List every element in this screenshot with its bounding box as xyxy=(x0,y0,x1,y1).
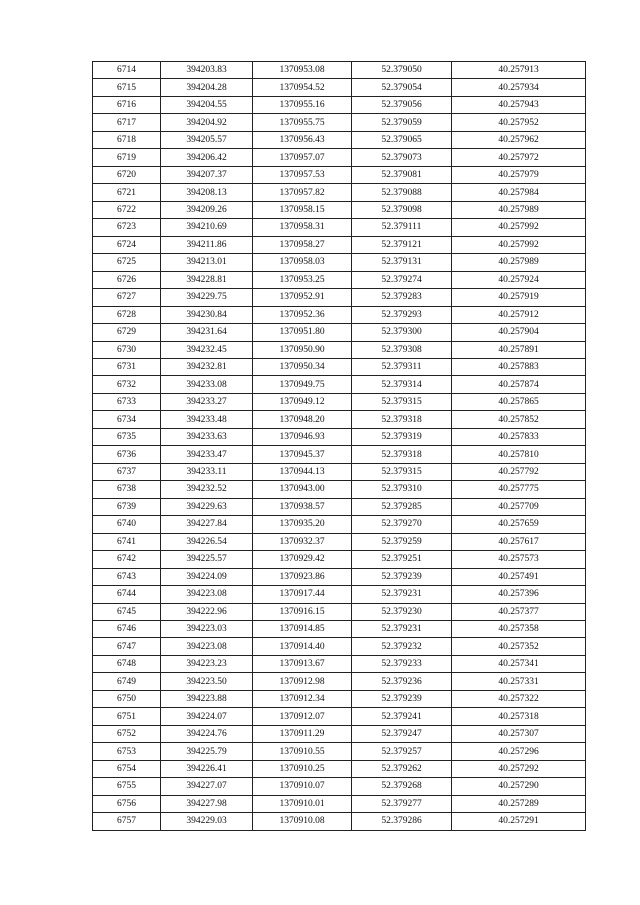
table-cell: 1370957.07 xyxy=(253,149,352,166)
table-cell: 1370917.44 xyxy=(253,586,352,603)
table-cell: 394229.03 xyxy=(161,813,253,830)
table-cell: 52.379277 xyxy=(352,795,452,812)
table-cell: 6735 xyxy=(93,428,161,445)
table-row xyxy=(93,778,586,795)
table-row xyxy=(93,376,586,393)
table-cell: 394208.13 xyxy=(161,184,253,201)
table-cell: 6740 xyxy=(93,516,161,533)
coordinate-table-body xyxy=(93,62,586,831)
table-row xyxy=(93,568,586,585)
table-cell: 40.257989 xyxy=(452,201,586,218)
table-cell: 394232.52 xyxy=(161,481,253,498)
table-cell: 394226.54 xyxy=(161,533,253,550)
table-cell: 52.379230 xyxy=(352,603,452,620)
table-cell: 52.379251 xyxy=(352,551,452,568)
table-cell: 52.379300 xyxy=(352,324,452,341)
table-cell: 6731 xyxy=(93,358,161,375)
table-cell: 40.257318 xyxy=(452,708,586,725)
table-cell: 6726 xyxy=(93,271,161,288)
table-cell: 40.257984 xyxy=(452,184,586,201)
table-cell: 52.379050 xyxy=(352,62,452,79)
table-cell: 1370943.00 xyxy=(253,481,352,498)
table-cell: 1370912.98 xyxy=(253,673,352,690)
table-row xyxy=(93,393,586,410)
table-row xyxy=(93,236,586,253)
table-cell: 40.257865 xyxy=(452,393,586,410)
table-cell: 52.379121 xyxy=(352,236,452,253)
table-cell: 6728 xyxy=(93,306,161,323)
table-cell: 52.379286 xyxy=(352,813,452,830)
table-cell: 1370951.80 xyxy=(253,324,352,341)
table-cell: 394211.86 xyxy=(161,236,253,253)
table-cell: 1370911.29 xyxy=(253,725,352,742)
table-cell: 1370910.08 xyxy=(253,813,352,830)
table-cell: 394233.08 xyxy=(161,376,253,393)
table-row xyxy=(93,306,586,323)
table-row xyxy=(93,254,586,271)
table-cell: 52.379283 xyxy=(352,289,452,306)
table-cell: 40.257358 xyxy=(452,621,586,638)
table-cell: 52.379311 xyxy=(352,358,452,375)
table-cell: 394210.69 xyxy=(161,219,253,236)
table-cell: 6742 xyxy=(93,551,161,568)
table-cell: 40.257810 xyxy=(452,446,586,463)
table-row xyxy=(93,96,586,113)
table-row xyxy=(93,533,586,550)
table-cell: 6715 xyxy=(93,79,161,96)
table-row xyxy=(93,708,586,725)
table-cell: 394232.81 xyxy=(161,358,253,375)
table-cell: 40.257322 xyxy=(452,690,586,707)
table-cell: 1370950.90 xyxy=(253,341,352,358)
table-cell: 394229.75 xyxy=(161,289,253,306)
table-cell: 1370929.42 xyxy=(253,551,352,568)
table-cell: 394232.45 xyxy=(161,341,253,358)
table-cell: 40.257289 xyxy=(452,795,586,812)
table-cell: 40.257883 xyxy=(452,358,586,375)
table-cell: 6752 xyxy=(93,725,161,742)
table-cell: 6714 xyxy=(93,62,161,79)
table-cell: 1370958.31 xyxy=(253,219,352,236)
table-cell: 40.257290 xyxy=(452,778,586,795)
table-cell: 6730 xyxy=(93,341,161,358)
table-cell: 52.379315 xyxy=(352,393,452,410)
table-cell: 40.257891 xyxy=(452,341,586,358)
table-cell: 6739 xyxy=(93,498,161,515)
table-cell: 52.379054 xyxy=(352,79,452,96)
table-cell: 52.379318 xyxy=(352,411,452,428)
table-cell: 394227.84 xyxy=(161,516,253,533)
table-cell: 394203.83 xyxy=(161,62,253,79)
table-row xyxy=(93,498,586,515)
table-row xyxy=(93,690,586,707)
table-cell: 1370957.82 xyxy=(253,184,352,201)
table-row xyxy=(93,289,586,306)
table-cell: 1370938.57 xyxy=(253,498,352,515)
table-cell: 52.379065 xyxy=(352,131,452,148)
table-cell: 6729 xyxy=(93,324,161,341)
table-cell: 6721 xyxy=(93,184,161,201)
table-cell: 40.257943 xyxy=(452,96,586,113)
table-cell: 394204.55 xyxy=(161,96,253,113)
table-cell: 52.379239 xyxy=(352,690,452,707)
table-row xyxy=(93,481,586,498)
table-cell: 6737 xyxy=(93,463,161,480)
table-cell: 40.257296 xyxy=(452,743,586,760)
table-cell: 1370914.40 xyxy=(253,638,352,655)
table-cell: 1370952.91 xyxy=(253,289,352,306)
table-cell: 52.379274 xyxy=(352,271,452,288)
table-row xyxy=(93,131,586,148)
table-cell: 52.379241 xyxy=(352,708,452,725)
table-row xyxy=(93,586,586,603)
table-cell: 6724 xyxy=(93,236,161,253)
table-cell: 394225.57 xyxy=(161,551,253,568)
table-cell: 1370958.15 xyxy=(253,201,352,218)
table-cell: 1370910.01 xyxy=(253,795,352,812)
table-row xyxy=(93,673,586,690)
table-cell: 52.379314 xyxy=(352,376,452,393)
table-cell: 394209.26 xyxy=(161,201,253,218)
table-row xyxy=(93,551,586,568)
table-cell: 6736 xyxy=(93,446,161,463)
table-cell: 52.379231 xyxy=(352,586,452,603)
table-cell: 394233.11 xyxy=(161,463,253,480)
table-cell: 52.379059 xyxy=(352,114,452,131)
table-cell: 52.379315 xyxy=(352,463,452,480)
table-row xyxy=(93,166,586,183)
table-cell: 6751 xyxy=(93,708,161,725)
table-cell: 1370953.25 xyxy=(253,271,352,288)
table-cell: 1370956.43 xyxy=(253,131,352,148)
table-cell: 52.379088 xyxy=(352,184,452,201)
table-row xyxy=(93,655,586,672)
table-cell: 1370935.20 xyxy=(253,516,352,533)
table-cell: 1370912.07 xyxy=(253,708,352,725)
table-cell: 394233.47 xyxy=(161,446,253,463)
table-cell: 1370910.55 xyxy=(253,743,352,760)
table-cell: 52.379262 xyxy=(352,760,452,777)
table-cell: 394204.92 xyxy=(161,114,253,131)
table-row xyxy=(93,428,586,445)
table-cell: 40.257874 xyxy=(452,376,586,393)
table-cell: 40.257491 xyxy=(452,568,586,585)
table-cell: 6716 xyxy=(93,96,161,113)
table-cell: 394223.08 xyxy=(161,638,253,655)
table-cell: 52.379098 xyxy=(352,201,452,218)
table-cell: 1370914.85 xyxy=(253,621,352,638)
table-cell: 6719 xyxy=(93,149,161,166)
table-row xyxy=(93,184,586,201)
table-cell: 394222.96 xyxy=(161,603,253,620)
table-cell: 1370948.20 xyxy=(253,411,352,428)
table-cell: 6744 xyxy=(93,586,161,603)
table-cell: 394223.03 xyxy=(161,621,253,638)
table-cell: 6743 xyxy=(93,568,161,585)
table-cell: 394224.76 xyxy=(161,725,253,742)
table-row xyxy=(93,446,586,463)
table-cell: 6753 xyxy=(93,743,161,760)
table-row xyxy=(93,795,586,812)
table-cell: 52.379257 xyxy=(352,743,452,760)
table-cell: 40.257352 xyxy=(452,638,586,655)
table-cell: 1370916.15 xyxy=(253,603,352,620)
table-cell: 52.379247 xyxy=(352,725,452,742)
table-cell: 1370910.25 xyxy=(253,760,352,777)
table-row xyxy=(93,760,586,777)
table-cell: 1370957.53 xyxy=(253,166,352,183)
table-cell: 1370913.67 xyxy=(253,655,352,672)
table-cell: 394213.01 xyxy=(161,254,253,271)
table-cell: 52.379268 xyxy=(352,778,452,795)
table-cell: 40.257307 xyxy=(452,725,586,742)
table-cell: 394231.64 xyxy=(161,324,253,341)
table-cell: 1370944.13 xyxy=(253,463,352,480)
table-cell: 40.257292 xyxy=(452,760,586,777)
table-row xyxy=(93,219,586,236)
table-cell: 1370912.34 xyxy=(253,690,352,707)
table-row xyxy=(93,201,586,218)
table-cell: 40.257989 xyxy=(452,254,586,271)
table-cell: 6741 xyxy=(93,533,161,550)
table-cell: 52.379233 xyxy=(352,655,452,672)
table-cell: 52.379239 xyxy=(352,568,452,585)
table-cell: 40.257709 xyxy=(452,498,586,515)
table-cell: 394233.27 xyxy=(161,393,253,410)
table-cell: 6756 xyxy=(93,795,161,812)
table-cell: 1370949.75 xyxy=(253,376,352,393)
table-cell: 6738 xyxy=(93,481,161,498)
table-cell: 1370953.08 xyxy=(253,62,352,79)
table-cell: 40.257962 xyxy=(452,131,586,148)
table-cell: 6747 xyxy=(93,638,161,655)
table-cell: 394227.07 xyxy=(161,778,253,795)
table-cell: 1370955.16 xyxy=(253,96,352,113)
coordinate-table xyxy=(92,61,586,831)
table-row xyxy=(93,743,586,760)
table-cell: 6732 xyxy=(93,376,161,393)
table-cell: 394206.42 xyxy=(161,149,253,166)
table-cell: 6722 xyxy=(93,201,161,218)
table-cell: 52.379231 xyxy=(352,621,452,638)
table-row xyxy=(93,341,586,358)
table-cell: 52.379259 xyxy=(352,533,452,550)
table-cell: 40.257952 xyxy=(452,114,586,131)
table-cell: 1370958.03 xyxy=(253,254,352,271)
table-cell: 40.257972 xyxy=(452,149,586,166)
table-cell: 394229.63 xyxy=(161,498,253,515)
table-cell: 52.379131 xyxy=(352,254,452,271)
table-cell: 6718 xyxy=(93,131,161,148)
table-cell: 1370949.12 xyxy=(253,393,352,410)
table-cell: 52.379073 xyxy=(352,149,452,166)
table-row xyxy=(93,603,586,620)
table-cell: 40.257377 xyxy=(452,603,586,620)
table-cell: 6723 xyxy=(93,219,161,236)
table-cell: 394224.09 xyxy=(161,568,253,585)
table-cell: 1370950.34 xyxy=(253,358,352,375)
table-cell: 394224.07 xyxy=(161,708,253,725)
table-cell: 1370932.37 xyxy=(253,533,352,550)
table-row xyxy=(93,324,586,341)
table-cell: 394223.23 xyxy=(161,655,253,672)
table-row xyxy=(93,358,586,375)
table-cell: 6755 xyxy=(93,778,161,795)
table-cell: 40.257341 xyxy=(452,655,586,672)
table-row xyxy=(93,463,586,480)
table-cell: 52.379318 xyxy=(352,446,452,463)
table-cell: 6733 xyxy=(93,393,161,410)
table-row xyxy=(93,516,586,533)
table-cell: 394233.63 xyxy=(161,428,253,445)
table-row xyxy=(93,79,586,96)
table-cell: 394223.88 xyxy=(161,690,253,707)
table-cell: 52.379308 xyxy=(352,341,452,358)
table-cell: 40.257775 xyxy=(452,481,586,498)
table-cell: 52.379056 xyxy=(352,96,452,113)
table-cell: 52.379285 xyxy=(352,498,452,515)
table-row xyxy=(93,271,586,288)
table-cell: 1370945.37 xyxy=(253,446,352,463)
table-cell: 394223.08 xyxy=(161,586,253,603)
table-cell: 52.379081 xyxy=(352,166,452,183)
table-cell: 1370946.93 xyxy=(253,428,352,445)
table-cell: 6717 xyxy=(93,114,161,131)
table-cell: 40.257573 xyxy=(452,551,586,568)
table-cell: 6746 xyxy=(93,621,161,638)
table-cell: 6754 xyxy=(93,760,161,777)
table-cell: 394230.84 xyxy=(161,306,253,323)
table-cell: 1370923.86 xyxy=(253,568,352,585)
table-cell: 394207.37 xyxy=(161,166,253,183)
table-row xyxy=(93,813,586,830)
table-cell: 6745 xyxy=(93,603,161,620)
table-cell: 40.257992 xyxy=(452,236,586,253)
table-cell: 1370958.27 xyxy=(253,236,352,253)
table-cell: 40.257331 xyxy=(452,673,586,690)
table-cell: 6720 xyxy=(93,166,161,183)
table-cell: 1370952.36 xyxy=(253,306,352,323)
table-cell: 40.257852 xyxy=(452,411,586,428)
table-cell: 40.257919 xyxy=(452,289,586,306)
table-cell: 40.257396 xyxy=(452,586,586,603)
table-cell: 394233.48 xyxy=(161,411,253,428)
table-cell: 1370910.07 xyxy=(253,778,352,795)
table-cell: 52.379111 xyxy=(352,219,452,236)
table-cell: 40.257291 xyxy=(452,813,586,830)
table-cell: 40.257979 xyxy=(452,166,586,183)
table-cell: 6727 xyxy=(93,289,161,306)
table-cell: 52.379236 xyxy=(352,673,452,690)
table-row xyxy=(93,62,586,79)
table-cell: 394228.81 xyxy=(161,271,253,288)
table-row xyxy=(93,725,586,742)
table-cell: 6749 xyxy=(93,673,161,690)
table-row xyxy=(93,638,586,655)
table-cell: 40.257904 xyxy=(452,324,586,341)
table-cell: 40.257913 xyxy=(452,62,586,79)
table-cell: 394227.98 xyxy=(161,795,253,812)
table-cell: 1370954.52 xyxy=(253,79,352,96)
table-cell: 394225.79 xyxy=(161,743,253,760)
table-cell: 6725 xyxy=(93,254,161,271)
table-cell: 40.257792 xyxy=(452,463,586,480)
table-cell: 40.257659 xyxy=(452,516,586,533)
table-row xyxy=(93,114,586,131)
table-cell: 394204.28 xyxy=(161,79,253,96)
table-cell: 40.257617 xyxy=(452,533,586,550)
table-cell: 394205.57 xyxy=(161,131,253,148)
table-cell: 40.257833 xyxy=(452,428,586,445)
table-cell: 40.257912 xyxy=(452,306,586,323)
table-row xyxy=(93,621,586,638)
table-cell: 394226.41 xyxy=(161,760,253,777)
table-cell: 52.379270 xyxy=(352,516,452,533)
table-cell: 52.379293 xyxy=(352,306,452,323)
table-cell: 40.257934 xyxy=(452,79,586,96)
table-cell: 6734 xyxy=(93,411,161,428)
table-cell: 40.257924 xyxy=(452,271,586,288)
table-cell: 52.379310 xyxy=(352,481,452,498)
table-cell: 1370955.75 xyxy=(253,114,352,131)
table-cell: 52.379319 xyxy=(352,428,452,445)
table-cell: 6757 xyxy=(93,813,161,830)
table-cell: 394223.50 xyxy=(161,673,253,690)
table-row xyxy=(93,149,586,166)
table-cell: 40.257992 xyxy=(452,219,586,236)
table-row xyxy=(93,411,586,428)
table-cell: 6750 xyxy=(93,690,161,707)
table-cell: 6748 xyxy=(93,655,161,672)
table-cell: 52.379232 xyxy=(352,638,452,655)
